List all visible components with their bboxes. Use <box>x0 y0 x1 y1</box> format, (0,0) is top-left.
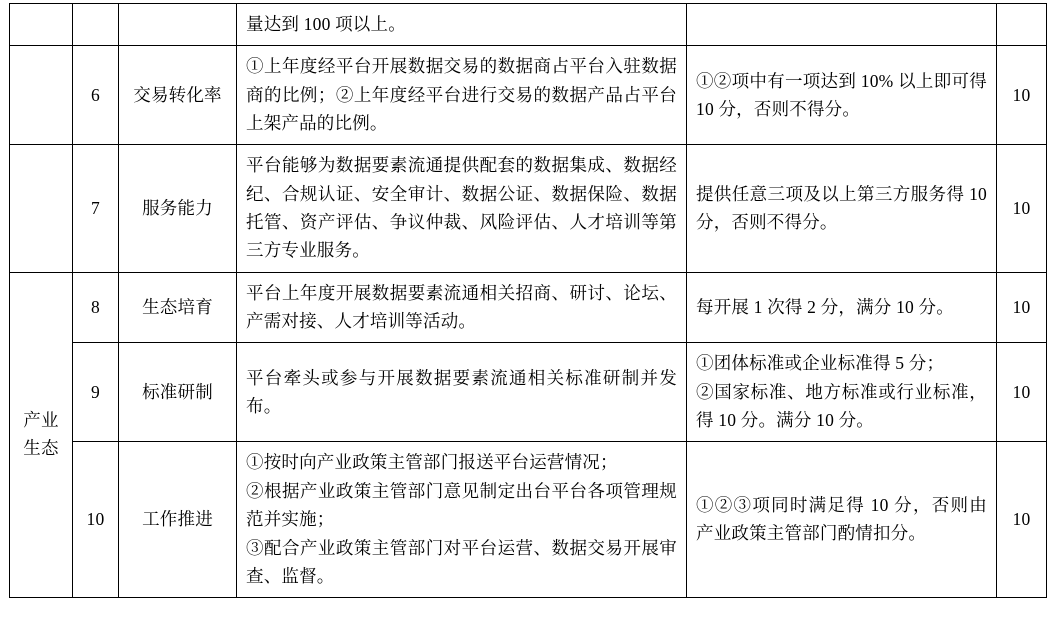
group-label: 产业生态 <box>23 410 59 459</box>
table-row <box>10 343 1047 442</box>
scoring-table <box>9 3 1047 598</box>
table-row <box>10 4 1047 46</box>
score-line: 提供任意三项及以上第三方服务得 10 分，否则不得分。 <box>696 183 987 233</box>
score-line: ①②③项同时满足得 10 分，否则由产业政策主管部门酌情扣分。 <box>696 494 987 544</box>
cell-no: 6 <box>73 46 119 145</box>
cell-name: 生态培育 <box>119 272 237 343</box>
cell-score <box>687 145 997 272</box>
cell-points <box>997 4 1047 46</box>
cell-desc <box>237 442 687 598</box>
desc-line: ①上年度经平台开展数据交易的数据商占平台入驻数据商的比例；②上年度经平台进行交易的数据产品占平台上架产品的比例。 <box>246 56 677 134</box>
cell-name: 服务能力 <box>119 145 237 272</box>
score-line: ①②项中有一项达到 10% 以上即可得 10 分，否则不得分。 <box>696 70 987 119</box>
cell-points: 10 <box>997 442 1047 598</box>
desc-line: ③配合产业政策主管部门对平台运营、数据交易开展审查、监督。 <box>246 537 677 586</box>
cell-desc <box>237 272 687 343</box>
cell-points: 10 <box>997 272 1047 343</box>
cell-desc <box>237 343 687 442</box>
desc-line: ①按时向产业政策主管部门报送平台运营情况； <box>246 452 618 473</box>
table-row <box>10 442 1047 598</box>
cell-points: 10 <box>997 46 1047 145</box>
cell-group <box>10 272 73 597</box>
cell-group <box>10 4 73 46</box>
cell-score <box>687 272 997 343</box>
cell-points: 10 <box>997 145 1047 272</box>
desc-line: 量达到 100 项以上。 <box>246 14 406 34</box>
cell-score <box>687 343 997 442</box>
desc-line: 平台能够为数据要素流通提供配套的数据集成、数据经纪、合规认证、安全审计、数据公证、数据保险、数据托管、资产评估、争议仲裁、风险评估、人才培训等第三方专业服务。 <box>246 155 677 261</box>
table-row <box>10 46 1047 145</box>
cell-score <box>687 4 997 46</box>
table-row <box>10 145 1047 272</box>
cell-name: 标准研制 <box>119 343 237 442</box>
cell-points: 10 <box>997 343 1047 442</box>
cell-no: 9 <box>73 343 119 442</box>
cell-name: 交易转化率 <box>119 46 237 145</box>
desc-line: 平台上年度开展数据要素流通相关招商、研讨、论坛、产需对接、人才培训等活动。 <box>246 282 677 332</box>
score-line: ①团体标准或企业标准得 5 分； <box>696 353 945 374</box>
cell-desc <box>237 145 687 272</box>
cell-name: 工作推进 <box>119 442 237 598</box>
desc-line: ②根据产业政策主管部门意见制定出台平台各项管理规范并实施； <box>246 480 677 530</box>
cell-score <box>687 442 997 598</box>
desc-line: 平台牽头或参与开展数据要素流通相关标准研制并发布。 <box>246 367 677 416</box>
cell-no: 10 <box>73 442 119 598</box>
cell-group <box>10 46 73 145</box>
cell-no <box>73 4 119 46</box>
score-line: 每开展 1 次得 2 分，满分 10 分。 <box>696 296 954 317</box>
cell-no: 8 <box>73 272 119 343</box>
cell-desc <box>237 4 687 46</box>
cell-name <box>119 4 237 46</box>
cell-no: 7 <box>73 145 119 272</box>
cell-desc <box>237 46 687 145</box>
table-row <box>10 272 1047 343</box>
cell-group <box>10 145 73 272</box>
cell-score <box>687 46 997 145</box>
score-line: ②国家标准、地方标准或行业标准，得 10 分。满分 10 分。 <box>696 381 987 431</box>
